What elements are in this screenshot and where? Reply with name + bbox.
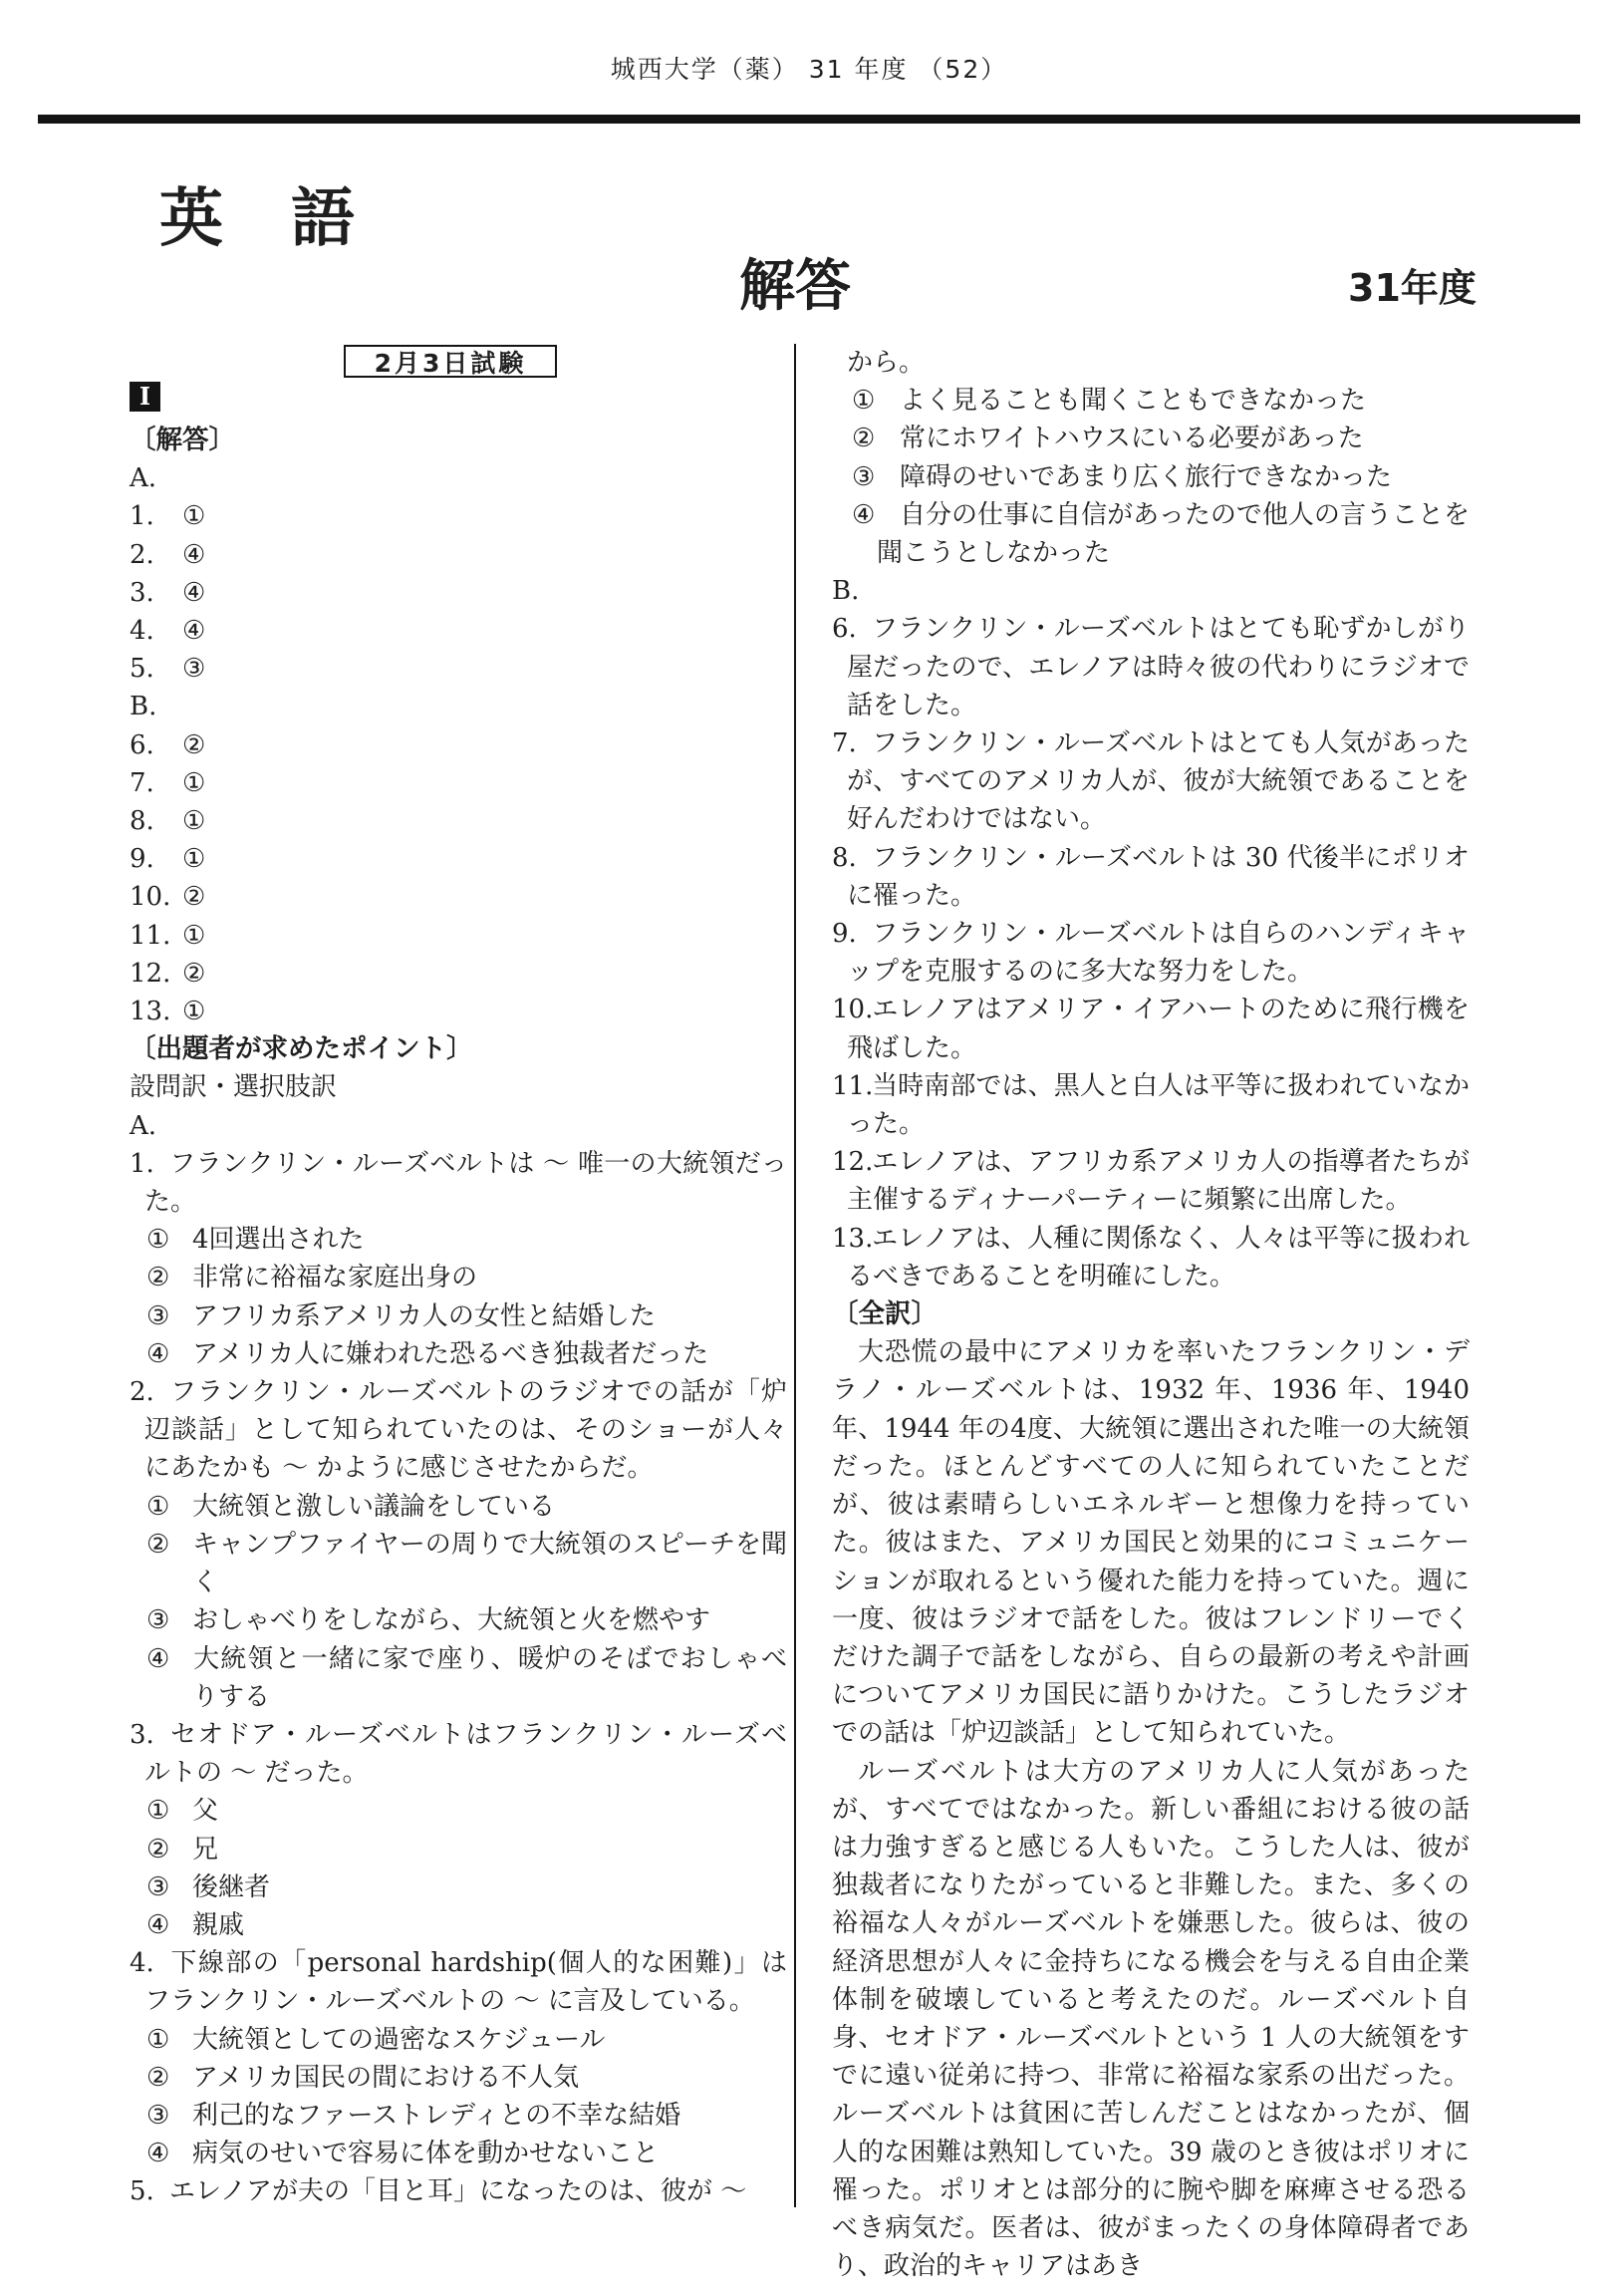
column-divider-rule (794, 344, 796, 2207)
group-b-label: B. (130, 692, 157, 722)
translation-paragraph: ルーズベルトは大方のアメリカ人に人気があったが、すべてではなかった。新しい番組における彼の話は力強すぎると感じる人もいた。こうした人は、彼が独裁者になりたがっていると非難した。また、多くの裕福な人々がルーズベルトを嫌悪した。彼らは、彼の経済思想が人々に金持ちになる機会を与える自由企業体制を破壊していると考えたのだ。ルーズベルト自身、セオドア・ルーズベルトという 1 人の大統領をすでに遠い従弟に持つ、非常に裕福な家系の出だった。ルーズベルトは貧困に苦しんだことはなかったが、個人的な困難は熟知していた。39 歳のとき彼はポリオに罹った。ポリオとは部分的に腕や脚を麻痺させる恐るべき病気だ。医者は、彼がまったくの身体障碍者であり、政治的キャリアはあき (832, 1756, 1470, 2282)
answer-row (130, 917, 787, 955)
header-rule (38, 115, 1580, 124)
translation-body (832, 1333, 1470, 2285)
option-mark: ② (852, 424, 876, 454)
statement-number: 7. (832, 728, 857, 759)
group-a-label: A. (130, 463, 157, 494)
option-mark: ④ (852, 499, 876, 530)
group-b-label-right: B. (832, 576, 860, 607)
option-mark: ① (146, 2024, 170, 2055)
right-column (832, 344, 1470, 2285)
option-row (852, 496, 1470, 572)
option-row (146, 2059, 787, 2097)
option-mark: ① (852, 386, 876, 417)
option-text: 大統領と激しい議論をしている (192, 1491, 556, 1522)
option-text: 後継者 (192, 1871, 271, 1902)
option-row (146, 1221, 787, 1259)
answer-number: 12. (130, 958, 171, 989)
statement-number: 12. (832, 1147, 874, 1178)
answer-number: 3. (130, 577, 154, 608)
question-text: フランクリン・ルーズベルトは ～ 唯一の大統領だった。 (144, 1148, 787, 1218)
answer-row (130, 536, 787, 574)
answer-choice: ② (182, 958, 206, 989)
statement-number: 6. (832, 614, 857, 645)
answer-choice: ④ (182, 616, 206, 647)
question-options (130, 1221, 787, 1373)
answer-number: 7. (130, 767, 154, 798)
answers-list-b (130, 726, 787, 1031)
option-mark: ③ (146, 2100, 170, 2131)
option-mark: ① (146, 1796, 170, 1827)
option-text: 利己的なファーストレディとの不幸な結婚 (192, 2100, 681, 2131)
left-column (130, 382, 787, 2211)
answer-choice: ① (182, 806, 206, 837)
statement-text: エレノアは、アフリカ系アメリカ人の指導者たちが主催するディナーパーティーに頻繁に出席した。 (847, 1147, 1470, 1216)
option-text: 大統領と一緒に家で座り、暖炉のそばでおしゃべりする (192, 1643, 787, 1712)
statement-item (832, 724, 1470, 839)
option-text: よく見ることも聞くこともできなかった (900, 386, 1367, 417)
statement-item (832, 1143, 1470, 1219)
option-mark: ③ (146, 1300, 170, 1331)
section-marker: I (130, 382, 160, 412)
answer-row (130, 993, 787, 1030)
answer-number: 9. (130, 844, 154, 875)
statement-number: 8. (832, 842, 857, 873)
option-row (146, 1831, 787, 1868)
option-row (852, 458, 1470, 496)
answer-choice: ④ (182, 577, 206, 608)
option-mark: ④ (146, 1338, 170, 1369)
option-row (146, 1526, 787, 1601)
option-mark: ④ (146, 1909, 170, 1940)
option-row (852, 420, 1470, 457)
option-row (146, 1488, 787, 1526)
question-options (130, 2021, 787, 2173)
answer-choice: ① (182, 920, 206, 951)
option-text: 4回選出された (192, 1225, 365, 1256)
option-mark: ③ (146, 1871, 170, 1902)
statement-text: フランクリン・ルーズベルトはとても人気があったが、すべてのアメリカ人が、彼が大統領であることを好んだわけではない。 (847, 728, 1470, 835)
question-text: エレノアが夫の「目と耳」になったのは、彼が ～ (169, 2176, 747, 2207)
question-block (130, 1373, 787, 1716)
question-text: フランクリン・ルーズベルトのラジオでの話が「炉辺談話」として知られていたのは、そのショーが人々にあたかも ～ かように感じさせたからだ。 (144, 1377, 787, 1484)
option-mark: ② (146, 1834, 170, 1865)
points-heading: 〔出題者が求めたポイント〕 (130, 1033, 473, 1065)
answers-list-a (130, 497, 787, 688)
exam-date-box: 2月3日試験 (344, 345, 557, 378)
question-line (130, 1944, 787, 2020)
answer-number: 4. (130, 616, 154, 647)
answer-row (130, 802, 787, 840)
statement-item (832, 1220, 1470, 1295)
question-line (130, 2172, 787, 2210)
option-text: 自分の仕事に自信があったので他人の言うことを聞こうとしなかった (877, 499, 1470, 569)
option-text: 父 (192, 1796, 219, 1827)
option-mark: ② (146, 1263, 170, 1293)
answer-choice: ① (182, 997, 206, 1027)
answer-row (130, 840, 787, 878)
answer-number: 6. (130, 729, 154, 760)
option-row (146, 2097, 787, 2135)
option-text: キャンプファイヤーの周りで大統領のスピーチを聞く (192, 1529, 787, 1598)
option-mark: ① (146, 1225, 170, 1256)
option-row (146, 1640, 787, 1716)
answer-number: 10. (130, 882, 171, 913)
answer-number: 2. (130, 539, 154, 570)
answer-choice: ① (182, 844, 206, 875)
translation-paragraph: 大恐慌の最中にアメリカを率いたフランクリン・デラノ・ルーズベルトは、1932 年、1936 年、1940 年、1944 年の4度、大統領に選出された唯一の大統領だった。ほとんどすべての人に知られていたことだが、彼は素晴らしいエネルギーと想像力を持っていた。彼はまた、アメリカ国民と効果的にコミュニケーションが取れるという優れた能力を持っていた。週に一度、彼はラジオで話をした。彼はフレンドリーでくだけた調子で話をしながら、自らの最新の考えや計画についてアメリカ国民に語りかけた。こうしたラジオでの話は「炉辺談話」として知られていた。 (832, 1337, 1470, 1749)
option-text: 兄 (192, 1834, 219, 1865)
question5-continuation: から。 (847, 348, 926, 378)
statement-item (832, 839, 1470, 915)
answer-section-title: 解答 (739, 254, 851, 319)
statement-item (832, 915, 1470, 991)
answer-row (130, 726, 787, 764)
answer-number: 13. (130, 997, 171, 1027)
option-row (146, 1601, 787, 1639)
option-row (146, 2021, 787, 2059)
answer-row (130, 612, 787, 650)
answer-number: 8. (130, 806, 154, 837)
statement-text: フランクリン・ルーズベルトはとても恥ずかしがり屋だったので、エレノアは時々彼の代わりにラジオで話をした。 (847, 614, 1470, 720)
question-options (130, 1488, 787, 1716)
option-row (146, 1792, 787, 1830)
statements-list-b (832, 610, 1470, 1295)
option-row (146, 2135, 787, 2172)
option-text: 非常に裕福な家庭出身の (192, 1263, 478, 1293)
option-row (146, 1906, 787, 1944)
option-row (852, 382, 1470, 420)
answer-choice: ③ (182, 654, 206, 685)
question-number: 3. (130, 1719, 154, 1750)
question-line (130, 1716, 787, 1792)
statement-number: 10. (832, 995, 874, 1025)
statement-number: 13. (832, 1223, 874, 1254)
answer-choice: ④ (182, 539, 206, 570)
question-number: 1. (130, 1148, 154, 1179)
option-mark: ③ (852, 461, 876, 492)
answer-row (130, 878, 787, 916)
option-row (146, 1297, 787, 1335)
statement-text: エレノアはアメリア・イアハートのために飛行機を飛ばした。 (847, 995, 1470, 1063)
option-text: 病気のせいで容易に体を動かせないこと (192, 2139, 660, 2169)
question-options (130, 1792, 787, 1944)
option-mark: ② (146, 2062, 170, 2093)
option-mark: ③ (146, 1605, 170, 1636)
statement-item (832, 991, 1470, 1066)
option-text: おしゃべりをしながら、大統領と火を燃やす (192, 1605, 711, 1636)
answer-row (130, 574, 787, 612)
subject-title: 英 語 (159, 182, 357, 256)
option-text: 障碍のせいであまり広く旅行できなかった (900, 461, 1393, 492)
statement-text: 当時南部では、黒人と白人は平等に扱われていなかった。 (847, 1070, 1470, 1140)
question-line (130, 1145, 787, 1221)
answer-row (130, 764, 787, 802)
answer-number: 5. (130, 654, 154, 685)
option-row (146, 1868, 787, 1906)
question-text: セオドア・ルーズベルトはフランクリン・ルーズベルトの ～ だった。 (144, 1719, 787, 1789)
answer-number: 11. (130, 920, 171, 951)
option-text: アメリカ人に嫌われた恐るべき独裁者だった (192, 1338, 709, 1369)
question-number: 5. (130, 2176, 154, 2207)
statement-number: 11. (832, 1070, 874, 1101)
answer-choice: ① (182, 501, 206, 532)
answer-row (130, 955, 787, 993)
option-text: アフリカ系アメリカ人の女性と結婚した (192, 1300, 656, 1331)
option-text: 親戚 (192, 1909, 245, 1940)
option-text: 常にホワイトハウスにいる必要があった (900, 424, 1364, 454)
question-text: 下線部の「personal hardship(個人的な困難)」はフランクリン・ルーズベルトの ～ に言及している。 (144, 1948, 787, 2017)
questions-a-label: A. (130, 1110, 157, 1141)
answer-choice: ② (182, 882, 206, 913)
statement-item (832, 1067, 1470, 1143)
statement-text: フランクリン・ルーズベルトは自らのハンディキャップを克服するのに多大な努力をした。 (847, 919, 1470, 988)
translation-heading: 〔全訳〕 (832, 1298, 938, 1330)
answer-choice: ② (182, 729, 206, 760)
question-block (130, 1944, 787, 2172)
answer-choice: ① (182, 767, 206, 798)
statement-item (832, 610, 1470, 724)
question5-options (832, 382, 1470, 572)
option-mark: ② (146, 1529, 170, 1560)
statement-text: フランクリン・ルーズベルトは 30 代後半にポリオに罹った。 (847, 842, 1470, 911)
question-block (130, 1145, 787, 1373)
answers-heading: 〔解答〕 (130, 425, 235, 455)
option-mark: ④ (146, 1643, 170, 1674)
points-subheading: 設問訳・選択肢訳 (130, 1072, 338, 1103)
answer-row (130, 497, 787, 535)
statement-text: エレノアは、人種に関係なく、人々は平等に扱われるべきであることを明確にした。 (847, 1223, 1470, 1292)
year-label: 31年度 (1348, 266, 1477, 310)
statement-number: 9. (832, 919, 857, 950)
option-text: 大統領としての過密なスケジュール (192, 2024, 606, 2055)
option-row (146, 1259, 787, 1296)
question-block (130, 2172, 787, 2210)
page-header: 城西大学（薬） 31 年度 （52） (610, 55, 1008, 84)
answer-number: 1. (130, 501, 154, 532)
question-number: 2. (130, 1377, 154, 1408)
option-mark: ① (146, 1491, 170, 1522)
questions-list (130, 1145, 787, 2211)
option-row (146, 1335, 787, 1373)
question-line (130, 1373, 787, 1488)
option-text: アメリカ国民の間における不人気 (192, 2062, 580, 2093)
question-number: 4. (130, 1948, 154, 1979)
question-block (130, 1716, 787, 1944)
answer-row (130, 650, 787, 688)
option-mark: ④ (146, 2139, 170, 2169)
